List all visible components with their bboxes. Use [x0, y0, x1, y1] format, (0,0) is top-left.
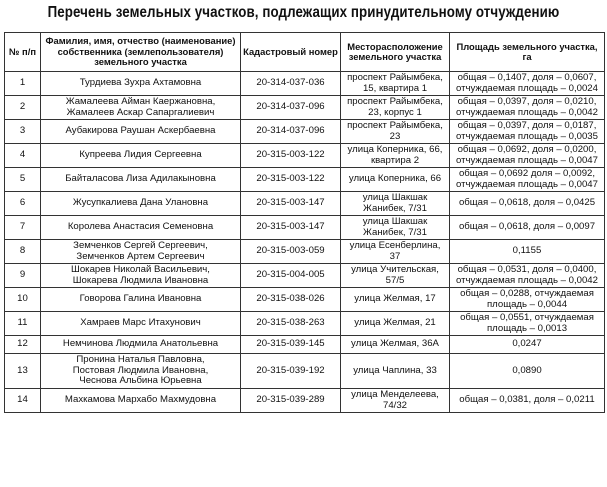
cell-location-line: проспект Райымбека,	[347, 71, 443, 83]
cell-area-line: площадь – 0,0013	[486, 322, 568, 334]
cell-area-line: отчуждаемая площадь – 0,0047	[456, 154, 598, 166]
cell-area-line: общая – 0,0397, доля – 0,0210,	[457, 95, 597, 107]
cell-cadastre: 20-315-039-145	[241, 336, 341, 354]
cell-area-line: общая – 0,1407, доля – 0,0607,	[457, 71, 597, 83]
cell-owner-line: Говорова Галина Ивановна	[79, 293, 202, 305]
page-title: Перечень земельных участков, подлежащих принудительному отчуждению	[47, 4, 560, 21]
cell-number: 13	[5, 354, 41, 389]
cell-area	[450, 168, 605, 192]
cell-owner-line: Турдиева Зухра Ахтамовна	[79, 77, 202, 89]
cell-owner-line: Хамраев Марс Итахунович	[80, 317, 201, 329]
cell-owner	[41, 72, 241, 96]
cell-number: 8	[5, 240, 41, 264]
cell-number: 1	[5, 72, 41, 96]
cell-area-line: общая – 0,0288, отчуждаемая	[460, 287, 594, 299]
cell-owner	[41, 240, 241, 264]
cell-owner-line: Шокарев Николай Васильевич,	[71, 263, 210, 275]
table-header-row	[5, 33, 605, 72]
cell-owner	[41, 354, 241, 389]
cell-location-line: улица Желмая, 21	[354, 317, 436, 329]
cell-location-line: Жанибек, 7/31	[363, 226, 427, 238]
cell-area-line: общая – 0,0692, доля – 0,0200,	[457, 143, 597, 155]
table-row	[5, 288, 605, 312]
cell-owner-line: Земченков Артем Сергеевич	[76, 250, 205, 262]
cell-owner-line: Пронина Наталья Павловна,	[76, 353, 205, 365]
cell-area-line: общая – 0,0397, доля – 0,0187,	[457, 119, 597, 131]
cell-area-line: общая – 0,0618, доля – 0,0425	[458, 197, 596, 209]
cell-cadastre: 20-315-003-122	[241, 144, 341, 168]
table-row	[5, 240, 605, 264]
cell-area-line: отчуждаемая площадь – 0,0042	[456, 274, 598, 286]
table-body	[5, 72, 605, 413]
cell-area	[450, 336, 605, 354]
cell-area-line: общая – 0,0618, доля – 0,0097	[458, 221, 596, 233]
cell-area	[450, 72, 605, 96]
header-area: Площадь земельного участка, га	[450, 33, 605, 72]
cell-number: 3	[5, 120, 41, 144]
cell-location-line: улица Коперника, 66	[348, 173, 442, 185]
cell-area	[450, 216, 605, 240]
cell-area	[450, 288, 605, 312]
cell-number: 9	[5, 264, 41, 288]
cell-location	[341, 120, 450, 144]
cell-number: 2	[5, 96, 41, 120]
cell-number: 10	[5, 288, 41, 312]
cell-location	[341, 240, 450, 264]
cell-location	[341, 288, 450, 312]
table-row	[5, 120, 605, 144]
table-row	[5, 389, 605, 413]
cell-area	[450, 389, 605, 413]
cell-location-line: улица Есенберлина, 37	[349, 239, 441, 262]
cell-location-line: Жанибек, 7/31	[363, 202, 427, 214]
cell-area	[450, 264, 605, 288]
cell-area	[450, 144, 605, 168]
cell-cadastre: 20-315-004-005	[241, 264, 341, 288]
cell-cadastre: 20-314-037-096	[241, 96, 341, 120]
cell-cadastre: 20-315-039-289	[241, 389, 341, 413]
cell-number: 11	[5, 312, 41, 336]
cell-location-line: улица Шакшак	[362, 191, 428, 203]
cell-cadastre: 20-315-003-147	[241, 192, 341, 216]
table-row	[5, 192, 605, 216]
table-row	[5, 216, 605, 240]
cell-owner-line: Жамалеева Айман Каержановна,	[65, 95, 216, 107]
cell-location-line: 57/5	[385, 274, 405, 286]
cell-number: 5	[5, 168, 41, 192]
cell-cadastre: 20-315-003-059	[241, 240, 341, 264]
cell-owner-line: Жамалеев Аскар Сапаргалиевич	[66, 106, 215, 118]
table-row	[5, 312, 605, 336]
cell-cadastre: 20-315-003-122	[241, 168, 341, 192]
cell-owner	[41, 288, 241, 312]
table-row	[5, 264, 605, 288]
cell-owner-line: Земченков Сергей Сергеевич,	[73, 239, 208, 251]
cell-area	[450, 96, 605, 120]
cell-location	[341, 336, 450, 354]
cell-location	[341, 264, 450, 288]
cell-location-line: улица Менделеева,	[351, 388, 439, 400]
cell-location-line: проспект Райымбека,	[347, 119, 443, 131]
cell-owner-line: Немчинова Людмила Анатольевна	[62, 338, 219, 350]
header-location: Месторасположение земельного участка	[341, 33, 450, 72]
cell-area-line: общая – 0,0692 доля – 0,0092,	[458, 167, 596, 179]
cell-location-line: 23, корпус 1	[368, 106, 422, 118]
cell-number: 7	[5, 216, 41, 240]
cell-area-line: отчуждаемая площадь – 0,0042	[456, 106, 598, 118]
cell-owner	[41, 312, 241, 336]
cell-area-line: 0,1155	[512, 245, 542, 257]
cell-location-line: 23	[389, 130, 401, 142]
cell-area	[450, 120, 605, 144]
header-cadastre: Кадастровый номер	[241, 33, 341, 72]
cell-location	[341, 354, 450, 389]
land-plots-table	[4, 32, 605, 413]
table-row	[5, 96, 605, 120]
cell-location	[341, 216, 450, 240]
cell-location-line: проспект Райымбека,	[347, 95, 443, 107]
cell-location-line: улица Учительская,	[351, 263, 439, 275]
cell-number: 12	[5, 336, 41, 354]
cell-owner-line: Постовая Людмила Ивановна,	[72, 364, 209, 376]
cell-location	[341, 72, 450, 96]
cell-area	[450, 312, 605, 336]
cell-owner	[41, 336, 241, 354]
cell-area-line: 0,0890	[512, 364, 542, 376]
cell-cadastre: 20-315-038-026	[241, 288, 341, 312]
cell-owner-line: Байталасова Лиза Адилакыновна	[65, 173, 216, 185]
cell-number: 14	[5, 389, 41, 413]
cell-owner	[41, 120, 241, 144]
cell-location-line: улица Коперника, 66,	[347, 143, 443, 155]
table-row	[5, 72, 605, 96]
cell-location-line: улица Желмая, 36А	[351, 338, 439, 350]
cell-owner	[41, 216, 241, 240]
cell-location	[341, 144, 450, 168]
cell-location	[341, 389, 450, 413]
cell-area-line: отчуждаемая площадь – 0,0047	[456, 178, 598, 190]
cell-owner	[41, 144, 241, 168]
cell-area-line: площадь – 0,0044	[486, 298, 568, 310]
cell-area-line: общая – 0,0531, доля – 0,0400,	[457, 263, 597, 275]
cell-area-line: общая – 0,0381, доля – 0,0211	[459, 394, 595, 406]
cell-number: 6	[5, 192, 41, 216]
cell-owner-line: Махкамова Мархабо Махмудовна	[64, 394, 217, 406]
cell-area-line: общая – 0,0551, отчуждаемая	[460, 311, 594, 323]
cell-cadastre: 20-314-037-036	[241, 72, 341, 96]
cell-location-line: улица Желмая, 17	[354, 293, 436, 305]
cell-area-line: 0,0247	[512, 338, 542, 350]
cell-owner	[41, 96, 241, 120]
cell-location-line: квартира 2	[370, 154, 420, 166]
table-row	[5, 144, 605, 168]
cell-cadastre: 20-315-038-263	[241, 312, 341, 336]
table-row	[5, 336, 605, 354]
cell-owner-line: Королева Анастасия Семеновна	[67, 221, 214, 233]
cell-owner-line: Чеснова Альбина Юрьевна	[79, 375, 202, 387]
cell-area	[450, 240, 605, 264]
cell-location-line: 15, квартира 1	[362, 82, 428, 94]
cell-location-line: 74/32	[382, 399, 407, 411]
cell-owner	[41, 168, 241, 192]
cell-owner-line: Купреева Лидия Сергеевна	[79, 149, 202, 161]
cell-owner-line: Шокарева Людмила Ивановна	[72, 274, 209, 286]
cell-cadastre: 20-314-037-096	[241, 120, 341, 144]
cell-owner	[41, 264, 241, 288]
table-row	[5, 354, 605, 389]
cell-owner-line: Жусупкалиева Дана Улановна	[72, 197, 209, 209]
cell-location-line: улица Чаплина, 33	[353, 364, 437, 376]
cell-location	[341, 168, 450, 192]
cell-area-line: отчуждаемая площадь – 0,0035	[456, 130, 598, 142]
cell-location	[341, 312, 450, 336]
cell-cadastre: 20-315-003-147	[241, 216, 341, 240]
cell-location-line: улица Шакшак	[362, 215, 428, 227]
cell-owner	[41, 389, 241, 413]
cell-owner	[41, 192, 241, 216]
cell-location	[341, 96, 450, 120]
cell-area	[450, 192, 605, 216]
header-owner: Фамилия, имя, отчество (наименование) собственника (землепользователя) земельного участка	[41, 33, 241, 72]
table-row	[5, 168, 605, 192]
cell-location	[341, 192, 450, 216]
cell-area	[450, 354, 605, 389]
cell-area-line: отчуждаемая площадь – 0,0024	[456, 82, 598, 94]
cell-owner-line: Аубакирова Раушан Аскербаевна	[65, 125, 216, 137]
cell-cadastre: 20-315-039-192	[241, 354, 341, 389]
header-number: № п/п	[5, 33, 41, 72]
cell-number: 4	[5, 144, 41, 168]
